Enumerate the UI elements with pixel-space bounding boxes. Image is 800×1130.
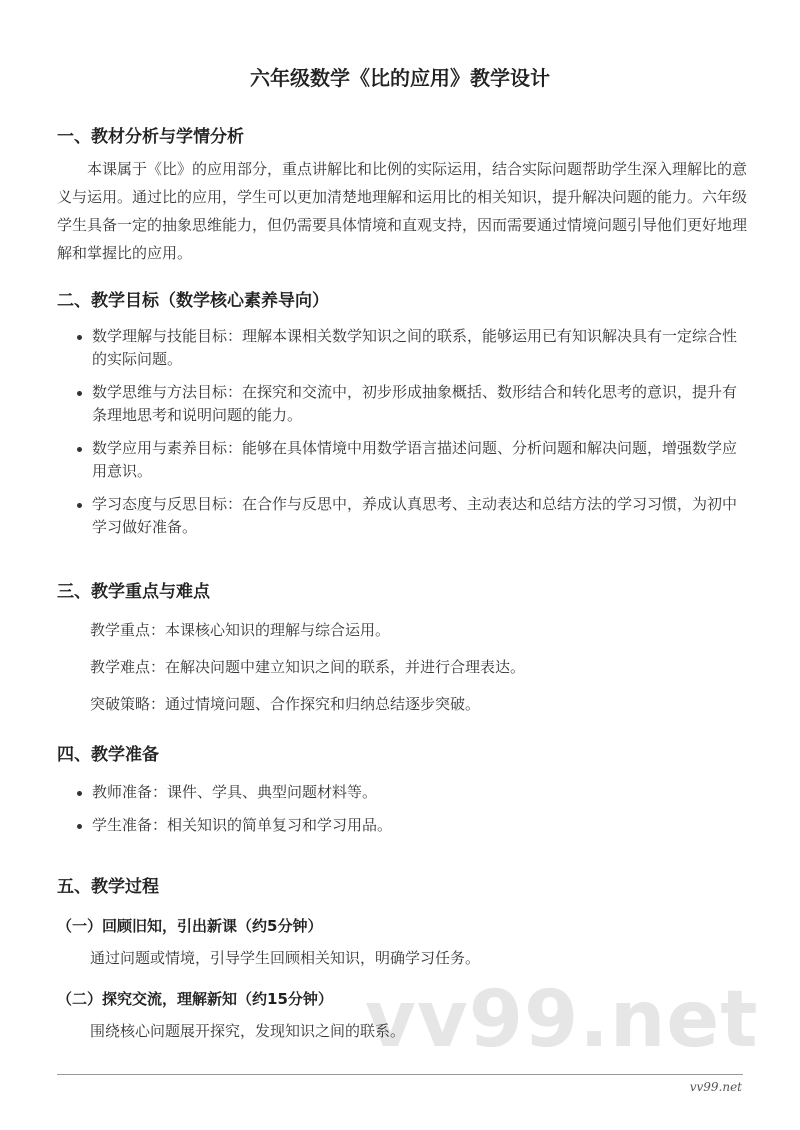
list-item: 教师准备：课件、学具、典型问题材料等。 [72,781,747,804]
list-item: 数学思维与方法目标：在探究和交流中，初步形成抽象概括、数形结合和转化思考的意识，提升有条理地思考和说明问题的能力。 [72,381,747,427]
step-title: （二）探究交流，理解新知（约15分钟） [57,990,333,1008]
list-item: 数学应用与素养目标：能够在具体情境中用数学语言描述问题、分析问题和解决问题，增强数学应用意识。 [72,437,747,483]
watermark: vv99.net [365,975,759,1065]
section-heading-process: 五、教学过程 [57,877,159,897]
step-title: （一）回顾旧知，引出新课（约5分钟） [57,917,323,935]
bullet-icon [77,791,82,796]
list-item: 学习态度与反思目标：在合作与反思中，养成认真思考、主动表达和总结方法的学习习惯，为初中学习做好准备。 [72,493,747,539]
list-item: 学生准备：相关知识的简单复习和学习用品。 [72,814,747,837]
objectives-list [72,325,747,549]
bullet-icon [77,824,82,829]
footer-site: vv99.net [689,1080,742,1094]
preparation-list [72,781,747,847]
footer-divider [57,1074,743,1075]
step-text: 通过问题或情境，引导学生回顾相关知识，明确学习任务。 [90,949,481,967]
document-title: 六年级数学《比的应用》教学设计 [250,66,550,90]
key-point-line: 教学重点：本课核心知识的理解与综合运用。 [90,621,391,639]
section-heading-keypoints: 三、教学重点与难点 [57,582,210,602]
step-text: 围绕核心问题展开探究，发现知识之间的联系。 [90,1022,406,1040]
difficulty-line: 教学难点：在解决问题中建立知识之间的联系，并进行合理表达。 [90,658,526,676]
strategy-line: 突破策略：通过情境问题、合作探究和归纳总结逐步突破。 [90,695,481,713]
section-heading-preparation: 四、教学准备 [57,745,159,765]
bullet-icon [77,335,82,340]
list-item: 数学理解与技能目标：理解本课相关数学知识之间的联系，能够运用已有知识解决具有一定综合性的实际问题。 [72,325,747,371]
section-heading-objectives: 二、教学目标（数学核心素养导向） [57,291,329,311]
section-heading-analysis: 一、教材分析与学情分析 [57,127,244,147]
bullet-icon [77,391,82,396]
bullet-icon [77,447,82,452]
analysis-paragraph: 本课属于《比》的应用部分，重点讲解比和比例的实际运用，结合实际问题帮助学生深入理解比的意义与运用。通过比的应用，学生可以更加清楚地理解和运用比的相关知识，提升解决问题的能力。六年级学生具备一定的抽象思维能力，但仍需要具体情境和直观支持，因而需要通过情境问题引导他们更好地理解和掌握比的应用。 [57,160,748,262]
bullet-icon [77,503,82,508]
